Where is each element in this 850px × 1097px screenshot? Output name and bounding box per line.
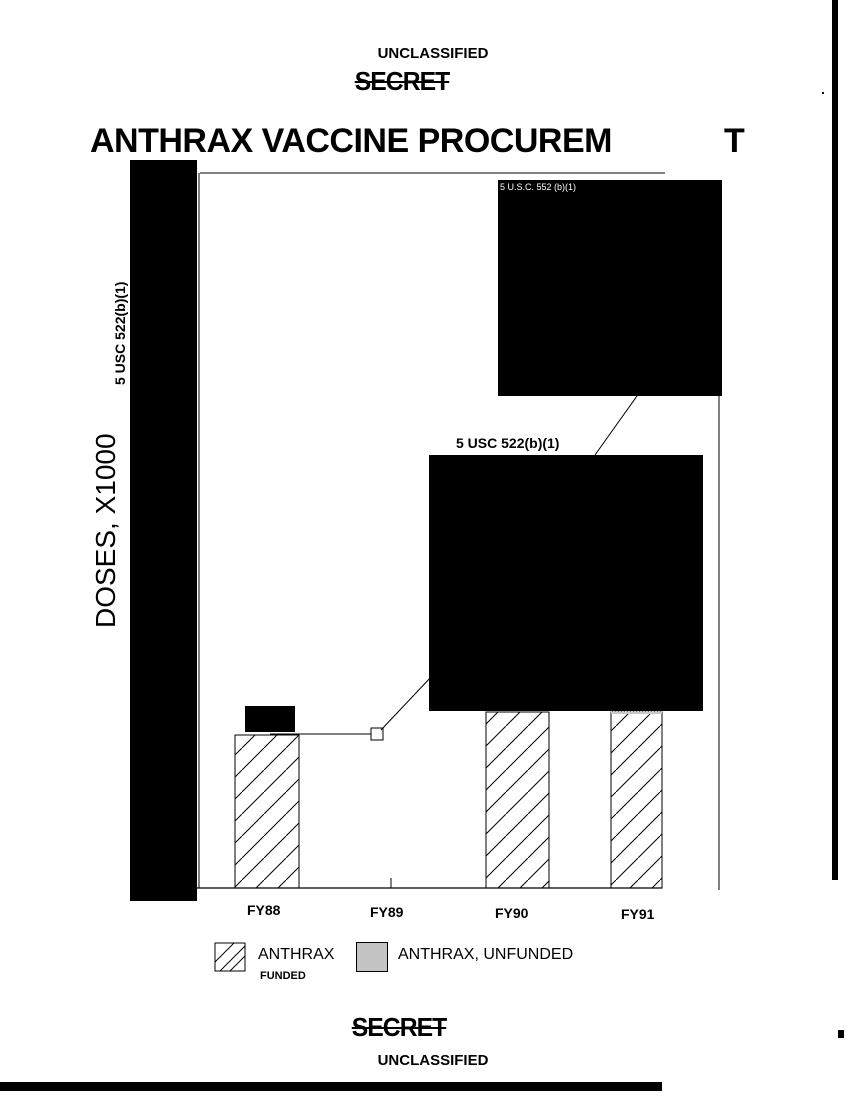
redaction-top-box <box>498 180 722 396</box>
page-title: ANTHRAX VACCINE PROCUREM <box>90 122 612 160</box>
bar-fy88-funded <box>235 735 299 888</box>
tick-label-fy91: FY91 <box>621 906 655 922</box>
exemption-label-vertical: 5 USC 522(b)(1) <box>112 281 128 385</box>
secret-marking-bottom: SECRET <box>351 1012 447 1042</box>
legend-sublabel-funded: FUNDED <box>260 970 306 982</box>
right-margin-rule <box>832 0 838 880</box>
tick-label-fy90: FY90 <box>495 905 529 921</box>
classification-marking-bottom: UNCLASSIFIED <box>377 1052 489 1069</box>
legend-label-unfunded: ANTHRAX, UNFUNDED <box>398 946 574 963</box>
exemption-label-top-box: 5 U.S.C. 552 (b)(1) <box>500 182 577 192</box>
secret-marking-top: SECRET <box>354 66 450 96</box>
redaction-middle-box <box>429 455 703 711</box>
right-margin-mark <box>838 1030 844 1038</box>
legend-swatch-unfunded <box>356 942 388 972</box>
legend-swatch-funded <box>214 942 246 972</box>
redaction-fy88-value <box>245 706 295 732</box>
classification-marking-top: UNCLASSIFIED <box>377 45 489 62</box>
tick-label-fy89: FY89 <box>370 904 404 920</box>
bar-fy90-funded <box>486 712 549 888</box>
bottom-rule <box>0 1082 662 1091</box>
legend-label-funded: ANTHRAX <box>258 946 335 963</box>
connector-fy89-fy90 <box>381 676 432 730</box>
connector-to-top-box <box>595 396 637 455</box>
margin-speck <box>822 92 824 94</box>
redaction-y-axis <box>130 160 197 901</box>
page-title-trailing: T <box>724 122 745 160</box>
bar-fy91-funded <box>611 712 662 888</box>
exemption-label-middle: 5 USC 522(b)(1) <box>456 435 560 451</box>
y-axis-label: DOSES, X1000 <box>90 433 121 628</box>
tick-label-fy88: FY88 <box>247 902 281 918</box>
